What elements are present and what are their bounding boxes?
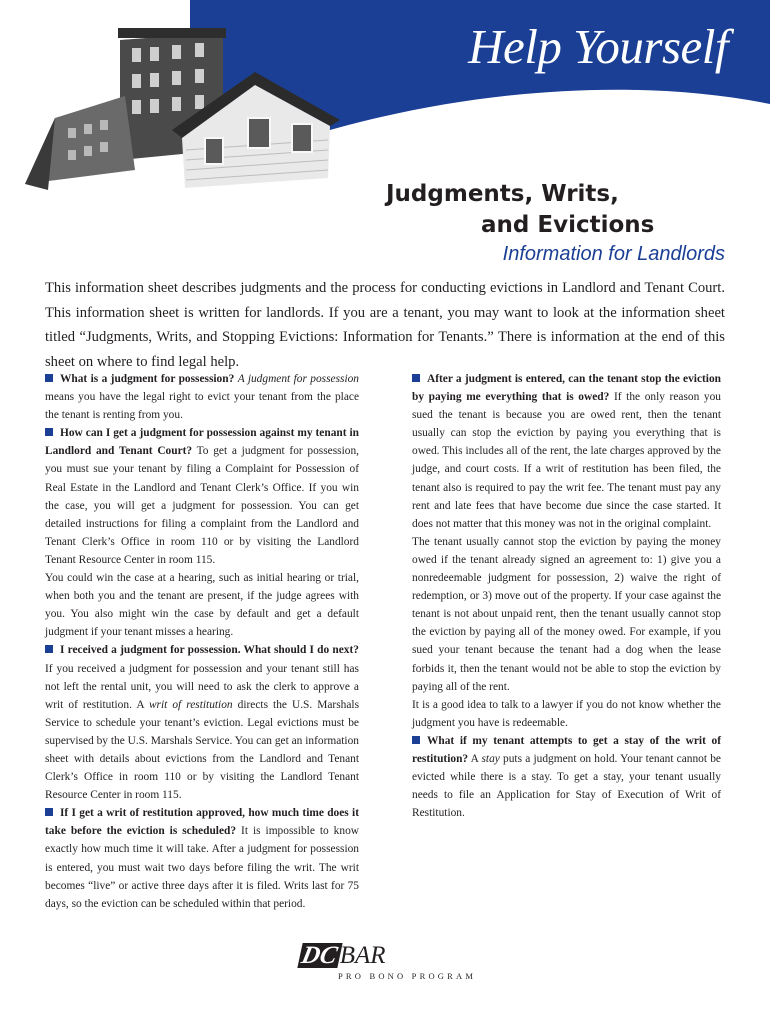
square-bullet-icon — [45, 428, 53, 436]
faq-term: writ of restitution — [148, 698, 233, 711]
faq-answer: puts a judgment on hold. Your tenant cannot be evicted while there is a stay. To get a stay, your tenant usually needs to file an Application for Stay of Execution of Writ of Restitution. — [412, 752, 721, 820]
page-subtitle: Information for Landlords — [502, 243, 725, 265]
faq-answer: To get a judgment for possession, you must sue your tenant by filing a Complaint for Possession of Real Estate in the Landlord and Tenant Clerk’s Office. If you win the case, you will get a judgment for possession. You can get detailed instructions for filing a complaint from the Landlord and Tenant Clerk’s Office in room 110 or by visiting the Landlord Tenant Resource Center in room 115. — [45, 445, 359, 566]
faq-item — [45, 804, 359, 913]
faq-item — [412, 370, 721, 533]
dc-bar-logo — [299, 942, 477, 988]
faq-item — [412, 732, 721, 822]
square-bullet-icon — [45, 374, 53, 382]
faq-question: If I get a writ of restitution approved, how much time does it take before the eviction is scheduled? — [45, 807, 359, 838]
logo-bar: BAR — [339, 942, 386, 969]
faq-question: What if my tenant attempts to get a stay of the writ of restitution? — [412, 734, 721, 765]
faq-answer: means you have the legal right to evict your tenant from the place the tenant is renting from you. — [45, 391, 359, 422]
faq-item — [45, 641, 359, 804]
logo-mark — [300, 943, 386, 968]
faq-paragraph: The tenant usually cannot stop the eviction by paying the money owed if the tenant already signed an agreement to: 1) give you a nonredeemable judgment for possession, 2) waive the right of redemption, or 3) move out of the property. If your case against the tenant is not about unpaid rent, then the tenant usually cannot stop the eviction by paying all of the money owed. For example, if you sued your tenant because the tenant had a dog when the lease forbids it, then the tenant would not be able to stop the eviction by paying all of the rent. — [412, 535, 721, 693]
right-column — [412, 370, 721, 822]
square-bullet-icon — [412, 374, 420, 382]
faq-item — [45, 424, 359, 569]
logo-dc: DC — [297, 943, 342, 968]
faq-item — [45, 370, 359, 424]
faq-question: What is a judgment for possession? — [60, 373, 235, 385]
page-title-line2: and Evictions — [481, 212, 655, 238]
faq-paragraph: It is a good idea to talk to a lawyer if you do not know whether the judgment you have is redeemable. — [412, 698, 721, 729]
faq-question: How can I get a judgment for possession against my tenant in Landlord and Tenant Court? — [45, 427, 359, 458]
logo-program-text: PRO BONO PROGRAM — [338, 971, 477, 981]
square-bullet-icon — [412, 736, 420, 744]
brand-title: Help Yourself — [468, 19, 728, 74]
square-bullet-icon — [45, 808, 53, 816]
left-column — [45, 370, 359, 913]
square-bullet-icon — [45, 645, 53, 653]
faq-term: stay — [481, 752, 500, 765]
faq-answer: It is impossible to know exactly how much time it will take. After a judgment for possession is entered, you must wait two days before filing the writ. The writ becomes “live” or active three days after it is filed. Writs last for 75 days, so the eviction can be scheduled within that period. — [45, 825, 359, 910]
intro-paragraph: This information sheet describes judgments and the process for conducting evictions in Landlord and Tenant Court. This information sheet is written for landlords. If you are a tenant, you may want to look at the information sheet titled “Judgments, Writs, and Stopping Evictions: Information for Tenants.” There is information at the end of this sheet on where to find legal help. — [45, 280, 725, 370]
page-title-line1: Judgments, Writs, — [386, 181, 619, 207]
faq-term: A judgment for possession — [237, 373, 359, 385]
faq-answer: If the only reason you sued the tenant is because you are owed rent, then the tenant usually can stop the eviction by paying you everything that is owed. This includes all of the rent, the late charges approved by the judge, and court costs. If a writ of restitution has been filed, the tenant also is required to pay the writ fee. The tenant must pay any rent and late fees that have become due since the case started. It does not matter that this money was not in the original complaint. — [412, 391, 721, 530]
faq-question: After a judgment is entered, can the tenant stop the eviction by paying me everything that is owed? — [412, 373, 721, 404]
faq-answer: A — [468, 752, 482, 765]
faq-paragraph: You could win the case at a hearing, such as initial hearing or trial, when both you and the tenant are present, if the judge agrees with you. You also might win the case by default and get a default judgment if your tenant misses a hearing. — [45, 572, 359, 639]
faq-answer: directs the U.S. Marshals Service to schedule your tenant’s eviction. Legal evictions must be supervised by the U.S. Marshals Service. You can get an information sheet with details about evictions from the Landlord and Tenant Clerk’s Office in room 110 or by visiting the Landlord Tenant Resource Center in room 115. — [45, 698, 360, 802]
faq-answer: If you received a judgment for possession and your tenant still has not left the rental unit, you will need to ask the clerk to approve a writ of restitution. A — [45, 662, 359, 711]
faq-question: I received a judgment for possession. What should I do next? — [60, 644, 359, 657]
